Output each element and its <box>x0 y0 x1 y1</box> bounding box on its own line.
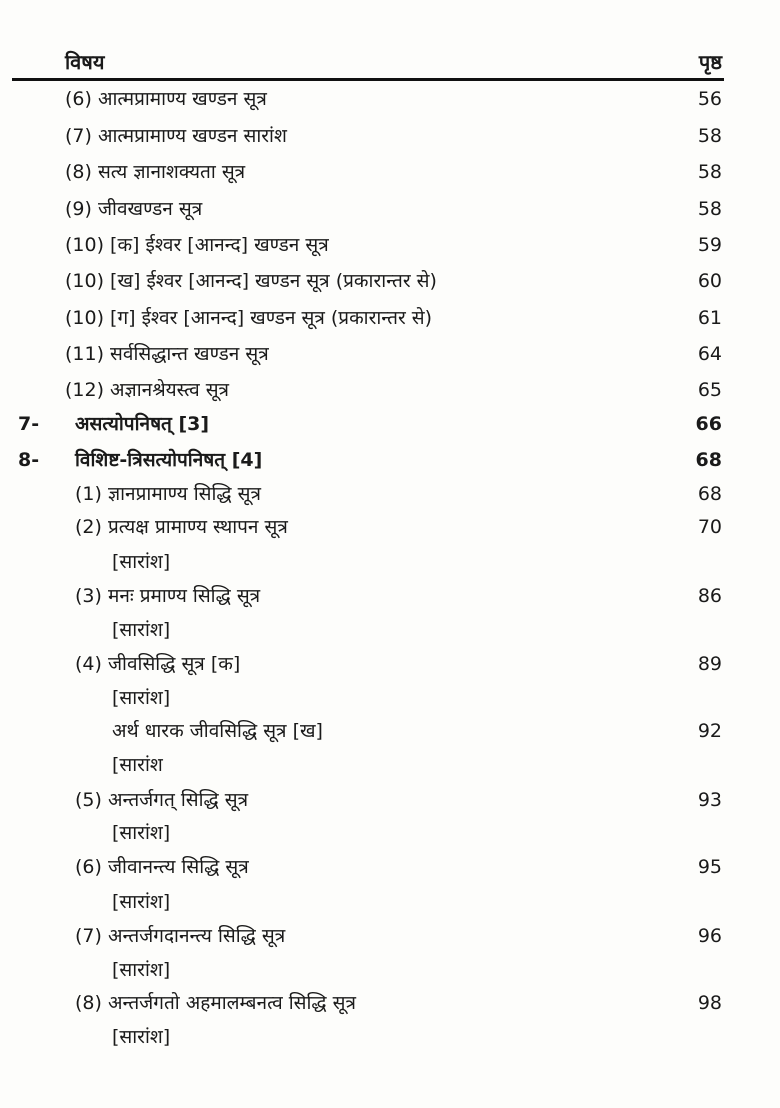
toc-entry <box>0 988 780 1018</box>
toc-entry <box>0 194 780 224</box>
column-header-subject: विषय <box>65 50 105 74</box>
entry-title: (1) ज्ञानप्रामाण्य सिद्धि सूत्र <box>75 483 261 505</box>
entry-page-number: 61 <box>697 307 722 329</box>
toc-entry <box>0 1022 780 1052</box>
entry-title: [सारांश] <box>112 619 171 641</box>
entry-title: (10) [ख] ईश्वर [आनन्द] खण्डन सूत्र (प्रकारान्तर से) <box>65 270 437 292</box>
toc-entry <box>0 649 780 679</box>
entry-title: (11) सर्वसिद्धान्त खण्डन सूत्र <box>65 343 269 365</box>
toc-entry <box>0 512 780 542</box>
entry-title: [सारांश] <box>112 959 171 981</box>
toc-entry <box>0 887 780 917</box>
entry-title: (6) आत्मप्रामाण्य खण्डन सूत्र <box>65 88 267 110</box>
entry-page-number: 66 <box>695 413 722 435</box>
toc-entry <box>0 683 780 713</box>
column-header-page: पृष्ठ <box>698 50 722 74</box>
toc-entry <box>0 921 780 951</box>
entry-page-number: 95 <box>697 856 722 878</box>
entry-title: (8) सत्य ज्ञानाशक्यता सूत्र <box>65 161 246 183</box>
section-number: 8- <box>18 449 40 471</box>
entry-title: विशिष्ट-त्रिसत्योपनिषत् [4] <box>75 449 263 471</box>
entry-page-number: 64 <box>697 343 722 365</box>
toc-entry <box>0 479 780 509</box>
entry-page-number: 68 <box>697 483 722 505</box>
entry-title: (7) आत्मप्रामाण्य खण्डन सारांश <box>65 125 287 147</box>
entry-page-number: 59 <box>697 234 722 256</box>
entry-page-number: 56 <box>697 88 722 110</box>
toc-entry <box>0 121 780 151</box>
entry-title: (9) जीवखण्डन सूत्र <box>65 198 203 220</box>
entry-page-number: 89 <box>697 653 722 675</box>
entry-title: (4) जीवसिद्धि सूत्र [क] <box>75 653 241 675</box>
entry-title: [सारांश] <box>112 551 171 573</box>
toc-entry <box>0 157 780 187</box>
entry-page-number: 60 <box>697 270 722 292</box>
toc-entry <box>0 303 780 333</box>
toc-entry <box>0 409 780 439</box>
entry-title: (2) प्रत्यक्ष प्रामाण्य स्थापन सूत्र <box>75 516 288 538</box>
toc-entry <box>0 547 780 577</box>
entry-title: (5) अन्तर्जगत् सिद्धि सूत्र <box>75 789 249 811</box>
toc-entry <box>0 445 780 475</box>
toc-entry <box>0 716 780 746</box>
entry-title: [सारांश] <box>112 1026 171 1048</box>
toc-entry <box>0 84 780 114</box>
entry-page-number: 58 <box>697 161 722 183</box>
toc-entry <box>0 581 780 611</box>
toc-entry <box>0 750 780 780</box>
toc-entry <box>0 852 780 882</box>
toc-entry <box>0 818 780 848</box>
entry-title: (8) अन्तर्जगतो अहमालम्बनत्व सिद्धि सूत्र <box>75 992 356 1014</box>
entry-title: (12) अज्ञानश्रेयस्त्व सूत्र <box>65 379 230 401</box>
entry-page-number: 65 <box>697 379 722 401</box>
toc-entry <box>0 375 780 405</box>
entry-title: (10) [ग] ईश्वर [आनन्द] खण्डन सूत्र (प्रकारान्तर से) <box>65 307 433 329</box>
entry-title: असत्योपनिषत् [3] <box>75 413 210 435</box>
entry-title: [सारांश] <box>112 687 171 709</box>
entry-title: (10) [क] ईश्वर [आनन्द] खण्डन सूत्र <box>65 234 329 256</box>
entry-page-number: 58 <box>697 125 722 147</box>
section-number: 7- <box>18 413 40 435</box>
entry-page-number: 98 <box>697 992 722 1014</box>
entry-title: अर्थ धारक जीवसिद्धि सूत्र [ख] <box>112 720 323 742</box>
entry-page-number: 96 <box>697 925 722 947</box>
entry-title: [सारांश] <box>112 891 171 913</box>
header-rule <box>12 78 724 81</box>
entry-title: (7) अन्तर्जगदानन्त्य सिद्धि सूत्र <box>75 925 286 947</box>
entry-title: [सारांश] <box>112 822 171 844</box>
entry-page-number: 70 <box>697 516 722 538</box>
toc-entry <box>0 615 780 645</box>
entry-page-number: 86 <box>697 585 722 607</box>
entry-page-number: 92 <box>697 720 722 742</box>
toc-entry <box>0 339 780 369</box>
toc-entry <box>0 785 780 815</box>
entry-page-number: 58 <box>697 198 722 220</box>
entry-title: (3) मनः प्रमाण्य सिद्धि सूत्र <box>75 585 261 607</box>
entry-page-number: 68 <box>695 449 722 471</box>
toc-entry <box>0 955 780 985</box>
entry-page-number: 93 <box>697 789 722 811</box>
toc-entry <box>0 266 780 296</box>
entry-title: [सारांश <box>112 754 163 776</box>
toc-entry <box>0 230 780 260</box>
entry-title: (6) जीवानन्त्य सिद्धि सूत्र <box>75 856 249 878</box>
